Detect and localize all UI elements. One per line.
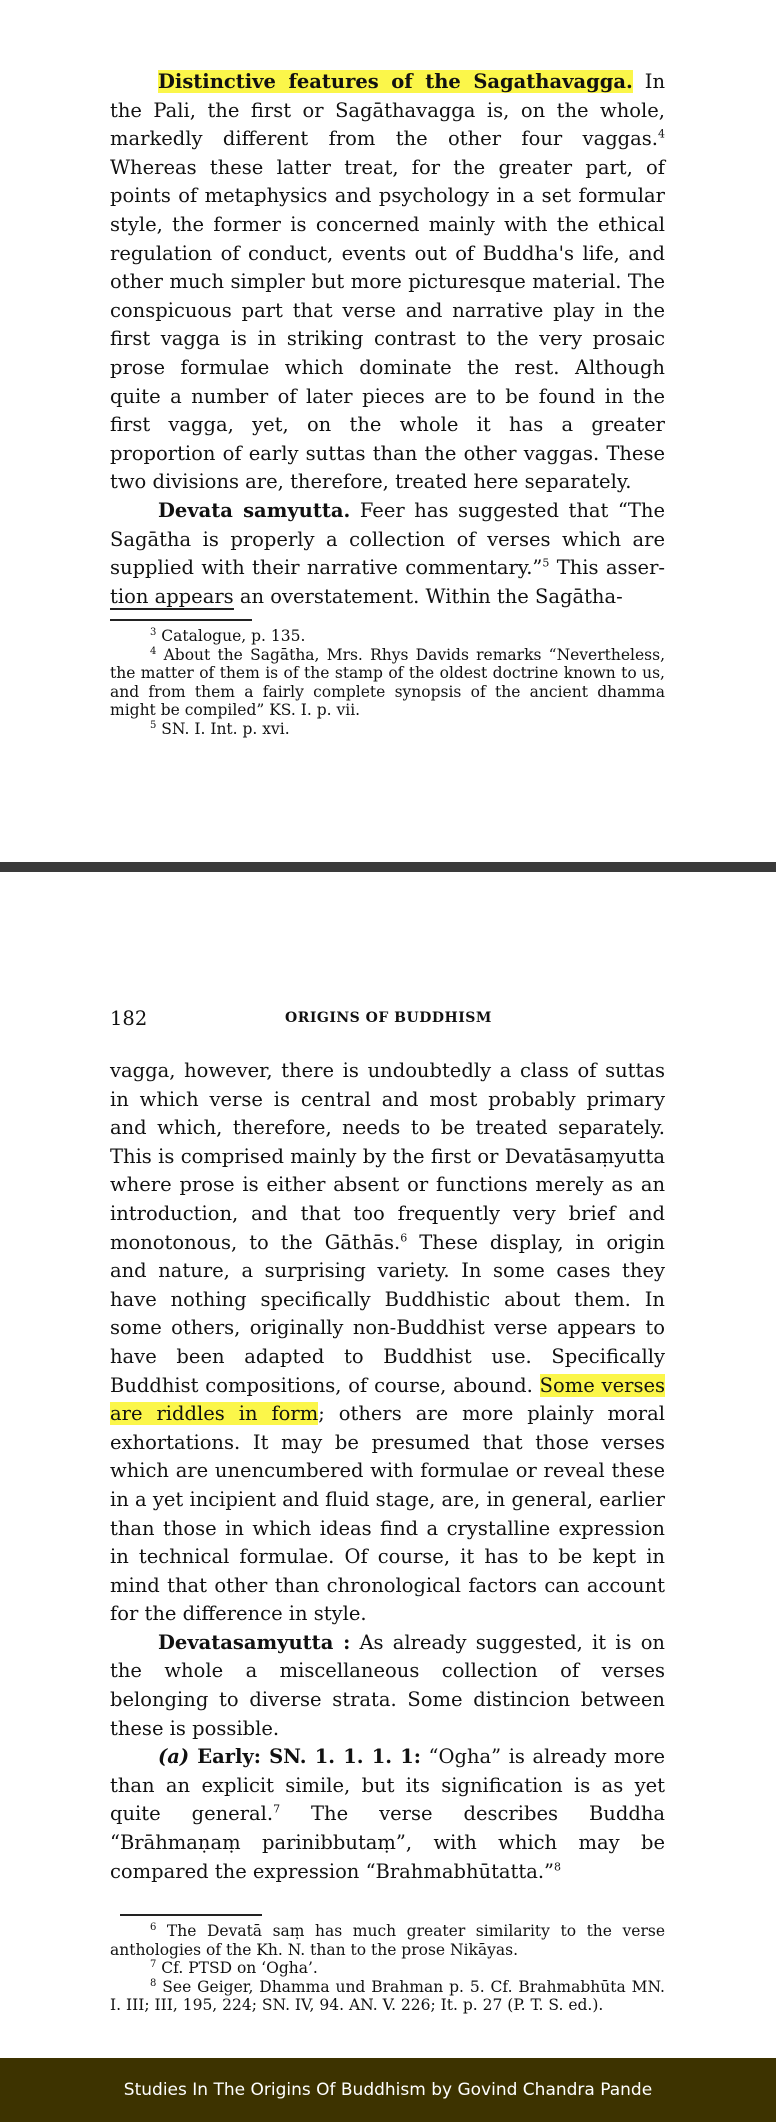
text-run: vagga, however, there is undoubtedly a class of suttas in which verse is central and most probably primary and which, therefore, needs to be treated separately. This is comprised mainly by the first or Devatāsaṃyutta where prose is either absent or functions merely as an introduction, and that too frequently very brief and monotonous, to the Gāthās. bbox=[110, 1059, 665, 1254]
footnote-text: About the Sagātha, Mrs. Rhys Davids remarks “Nevertheless, the matter of them is of the stamp of the oldest doctrine known to us, and from them a fairly complete synopsis of the ancient dhamma might be compiled” KS. I. p. vii. bbox=[110, 645, 665, 720]
text-run: “Ogha” is already more than an explicit simile, but its signification is as yet quite general. bbox=[110, 1745, 665, 1826]
paragraph-devatasamyutta bbox=[110, 1629, 665, 1743]
footnote-8 bbox=[110, 1978, 665, 2015]
text-run: This asser bbox=[549, 556, 665, 580]
footnotes bbox=[110, 1922, 665, 2015]
footnote-number: 7 bbox=[150, 1959, 157, 1971]
text-run: As already suggested, it is on the whole a miscellaneous collection of verses belonging to diverse strata. Some distincion between these is possible. bbox=[110, 1630, 665, 1740]
footnote-text: The Devatā saṃ has much greater similarity to the verse anthologies of the Kh. N. than to the prose Nikāyas. bbox=[110, 1922, 665, 1959]
footnote-text: Catalogue, p. 135. bbox=[156, 627, 306, 646]
footnote-6 bbox=[110, 1922, 665, 1959]
footnote-3 bbox=[110, 627, 665, 646]
underlined-text: tion appears bbox=[110, 584, 234, 608]
text-run: Feer has suggested that “The Sagātha is properly a collection of verses which are supplied with their narrative commentary.” bbox=[110, 498, 666, 580]
footnote-ref[interactable]: 6 bbox=[400, 1231, 408, 1245]
footnote-text: SN. I. Int. p. xvi. bbox=[156, 719, 290, 738]
page-bottom bbox=[0, 872, 776, 2058]
paragraph-sagathavagga bbox=[110, 68, 665, 497]
footer-banner bbox=[0, 2058, 776, 2122]
footnote-number: 6 bbox=[150, 1922, 157, 1934]
text-run: The verse describes Buddha “Brāhmaṇaṃ parinibbutaṃ”, with which may be compared the expression “Brahmabhūtatta.” bbox=[110, 1802, 665, 1883]
text-run: In the Pali, the first or Sagāthavagga is, on the whole, markedly different from the other four vaggas. bbox=[110, 70, 666, 151]
footnotes bbox=[110, 627, 665, 738]
footnote-rule bbox=[120, 1914, 262, 1916]
section-heading: Devatasamyutta : bbox=[158, 1630, 351, 1654]
footer-caption: Studies In The Origins Of Buddhism by Govind Chandra Pande bbox=[123, 2080, 653, 2100]
page-number: 182 bbox=[110, 1007, 148, 1030]
item-label: (a) bbox=[158, 1745, 190, 1769]
footnote-4 bbox=[110, 646, 665, 720]
paragraph-devata bbox=[110, 497, 665, 611]
footnote-ref[interactable]: 4 bbox=[658, 127, 665, 141]
footnote-ref[interactable]: 8 bbox=[554, 1860, 562, 1874]
section-heading: Devata samyutta. bbox=[158, 498, 351, 522]
footnote-text: See Geiger, Dhamma und Brahman p. 5. Cf. Brahmabhūta MN. I. III; III, 195, 224; SN. IV, 94. AN. V. 226; It. p. 27 (P. T. S. ed.). bbox=[110, 1977, 665, 2015]
page-top-text bbox=[110, 68, 665, 738]
highlighted-text: Some verses are riddles in form bbox=[110, 1373, 665, 1426]
footnote-number: 3 bbox=[150, 627, 157, 639]
paragraph-early bbox=[110, 1743, 665, 1886]
page-bottom-text bbox=[110, 1057, 665, 2015]
text-run: These display, in origin and nature, a surprising variety. In some cases they have nothing specifically Buddhistic about them. In some others, originally non-Buddhist verse appears to have been adapted to Buddhist use. Specifically Buddhist compositions, of course, abound. bbox=[110, 1230, 665, 1397]
footnote-rule bbox=[110, 619, 252, 621]
footnote-ref[interactable]: 7 bbox=[273, 1802, 281, 1816]
highlighted-heading: Distinctive features of the Sagathavagga. bbox=[158, 70, 633, 93]
footnote-number: 8 bbox=[150, 1977, 157, 1989]
footnote-5 bbox=[110, 720, 665, 739]
text-run: Whereas these latter treat, for the greater part, of points of metaphysics and psychology in a set formular style, the former is concerned mainly with the ethical regulation of conduct, events out of Buddha's life, and other much simpler but more picturesque material. The conspicuous part that verse and narrative play in the first vagga is in striking contrast to the very prosaic prose formulae which dominate the rest. Although quite a number of later pieces are to be found in the first vagga, yet, on the whole it has a greater proportion of early suttas than the other vaggas. These two divisions are, therefore, treated here separately. bbox=[110, 155, 665, 494]
footnote-7 bbox=[110, 1959, 665, 1978]
paragraph-continuation bbox=[110, 1057, 665, 1629]
page-header bbox=[110, 1007, 665, 1037]
page-divider bbox=[0, 862, 776, 872]
footnote-text: Cf. PTSD on ‘Ogha’. bbox=[156, 1959, 318, 1978]
text-run: an overstatement. Within the Sagātha- bbox=[233, 584, 623, 608]
footnote-number: 4 bbox=[150, 645, 157, 657]
page-top bbox=[0, 0, 776, 862]
text-run: ; others are more plainly moral exhortations. It may be presumed that those verses which are unencumbered with formulae or reveal these in a yet incipient and fluid stage, are, in general, earlier than those in which ideas find a crystalline expression in technical formulae. Of course, it has to be kept in mind that other than chronological factors can account for the difference in style. bbox=[110, 1402, 665, 1626]
section-heading: Early: SN. 1. 1. 1. 1: bbox=[189, 1745, 421, 1769]
footnote-ref[interactable]: 5 bbox=[542, 556, 550, 570]
running-head: ORIGINS OF BUDDHISM bbox=[285, 1010, 492, 1026]
footnote-number: 5 bbox=[150, 719, 157, 731]
